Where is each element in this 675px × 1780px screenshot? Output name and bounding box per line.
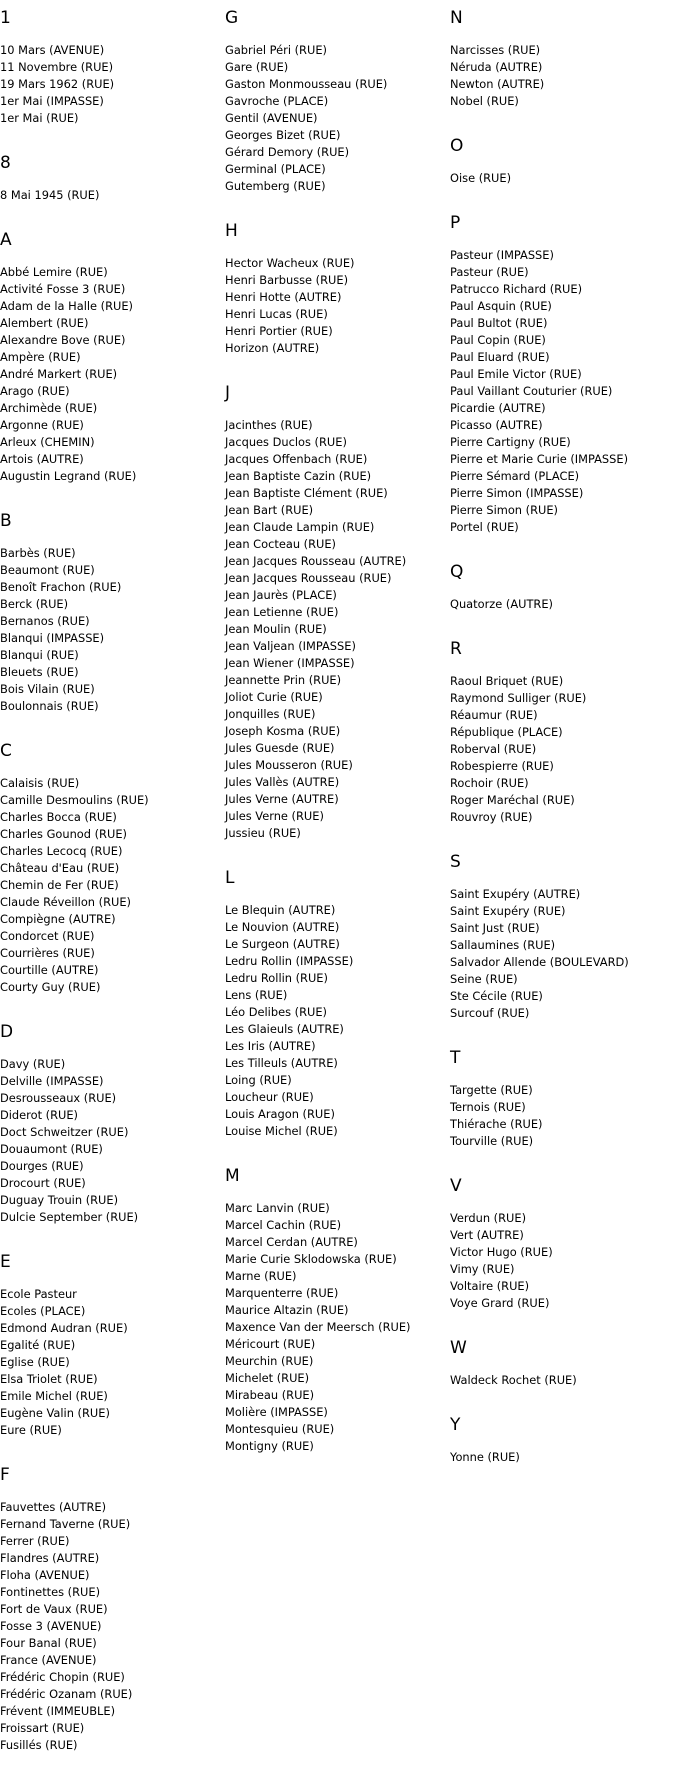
street-name: Activité Fosse 3 (RUE) (0, 282, 126, 296)
street-name: Portel (RUE) (450, 520, 519, 534)
section-letter-heading: R (450, 639, 462, 659)
street-name: République (PLACE) (450, 725, 563, 739)
street-name: Marc Lanvin (RUE) (225, 1201, 330, 1215)
street-name: 8 Mai 1945 (RUE) (0, 188, 100, 202)
section-letter-heading: J (225, 383, 231, 403)
street-name: Frévent (IMMEUBLE) (0, 1704, 116, 1718)
street-name: Le Surgeon (AUTRE) (225, 937, 340, 951)
street-list (450, 170, 672, 187)
street-name: Marcel Cerdan (AUTRE) (225, 1235, 358, 1249)
street-list (450, 1082, 672, 1150)
letter-section (0, 153, 222, 204)
street-name: Sallaumines (RUE) (450, 938, 556, 952)
street-name: Néruda (AUTRE) (450, 60, 543, 74)
section-letter-heading: E (0, 1252, 11, 1272)
street-name: Henri Lucas (RUE) (225, 307, 328, 321)
street-name: Pierre et Marie Curie (IMPASSE) (450, 452, 629, 466)
letter-section (0, 1465, 222, 1754)
street-name: Les Iris (AUTRE) (225, 1039, 316, 1053)
street-name: Henri Hotte (AUTRE) (225, 290, 342, 304)
street-name: Edmond Audran (RUE) (0, 1321, 128, 1335)
street-name: Jean Valjean (IMPASSE) (225, 639, 356, 653)
street-name: Charles Bocca (RUE) (0, 810, 117, 824)
street-name: Alembert (RUE) (0, 316, 89, 330)
letter-section (225, 1166, 447, 1455)
street-name: Jacques Duclos (RUE) (225, 435, 347, 449)
street-list (450, 1210, 672, 1312)
street-name: Gabriel Péri (RUE) (225, 43, 327, 57)
street-name: Saint Exupéry (AUTRE) (450, 887, 581, 901)
street-name: 19 Mars 1962 (RUE) (0, 77, 115, 91)
section-letter-heading: Y (450, 1415, 461, 1435)
street-name: Courrières (RUE) (0, 946, 95, 960)
street-name: Joseph Kosma (RUE) (225, 724, 341, 738)
street-name: Ecoles (PLACE) (0, 1304, 86, 1318)
street-name: Saint Exupéry (RUE) (450, 904, 566, 918)
street-name: Molière (IMPASSE) (225, 1405, 328, 1419)
street-name: Camille Desmoulins (RUE) (0, 793, 149, 807)
street-name: Newton (AUTRE) (450, 77, 545, 91)
street-name: Benoît Frachon (RUE) (0, 580, 122, 594)
section-letter-heading: B (0, 511, 12, 531)
street-list (225, 255, 447, 357)
street-index-column-3 (450, 8, 672, 1492)
street-name: Claude Réveillon (RUE) (0, 895, 131, 909)
street-name: Drocourt (RUE) (0, 1176, 86, 1190)
street-name: Jean Jacques Rousseau (AUTRE) (225, 554, 407, 568)
street-name: Marquenterre (RUE) (225, 1286, 339, 1300)
street-name: Lens (RUE) (225, 988, 288, 1002)
street-name: Boulonnais (RUE) (0, 699, 99, 713)
street-name: Loing (RUE) (225, 1073, 292, 1087)
street-name: Seine (RUE) (450, 972, 518, 986)
street-name: Fort de Vaux (RUE) (0, 1602, 108, 1616)
street-name: Flandres (AUTRE) (0, 1551, 100, 1565)
street-list (0, 1056, 222, 1226)
street-name: Abbé Lemire (RUE) (0, 265, 108, 279)
street-name: Surcouf (RUE) (450, 1006, 530, 1020)
street-name: Meurchin (RUE) (225, 1354, 314, 1368)
section-letter-heading: Q (450, 562, 464, 582)
street-name: France (AVENUE) (0, 1653, 97, 1667)
section-letter-heading: 1 (0, 8, 11, 28)
street-name: Maxence Van der Meersch (RUE) (225, 1320, 411, 1334)
street-name: Jean Letienne (RUE) (225, 605, 339, 619)
letter-section (225, 221, 447, 357)
street-name: Ledru Rollin (IMPASSE) (225, 954, 354, 968)
street-name: Louis Aragon (RUE) (225, 1107, 335, 1121)
street-name: Gentil (AVENUE) (225, 111, 318, 125)
section-letter-heading: L (225, 868, 235, 888)
street-name: Froissart (RUE) (0, 1721, 85, 1735)
street-name: Marcel Cachin (RUE) (225, 1218, 342, 1232)
street-name: Adam de la Halle (RUE) (0, 299, 133, 313)
letter-section (0, 1252, 222, 1439)
letter-section (450, 8, 672, 110)
street-name: Thiérache (RUE) (450, 1117, 543, 1131)
street-name: Saint Just (RUE) (450, 921, 540, 935)
street-name: Dulcie September (RUE) (0, 1210, 139, 1224)
street-list (225, 1200, 447, 1455)
street-name: Tourville (RUE) (450, 1134, 534, 1148)
street-name: Vimy (RUE) (450, 1262, 515, 1276)
street-name: Paul Copin (RUE) (450, 333, 546, 347)
street-name: Château d'Eau (RUE) (0, 861, 120, 875)
street-name: Nobel (RUE) (450, 94, 519, 108)
street-name: 10 Mars (AVENUE) (0, 43, 105, 57)
street-name: Douaumont (RUE) (0, 1142, 103, 1156)
street-name: Germinal (PLACE) (225, 162, 326, 176)
street-name: Duguay Trouin (RUE) (0, 1193, 119, 1207)
street-list (0, 545, 222, 715)
street-name: Jacinthes (RUE) (225, 418, 313, 432)
street-name: Patrucco Richard (RUE) (450, 282, 583, 296)
street-name: Rouvroy (RUE) (450, 810, 533, 824)
street-list (225, 42, 447, 195)
letter-section (450, 1415, 672, 1466)
street-name: Jean Bart (RUE) (225, 503, 314, 517)
street-name: Jules Guesde (RUE) (225, 741, 335, 755)
street-name: Jean Wiener (IMPASSE) (225, 656, 355, 670)
street-name: Voye Grard (RUE) (450, 1296, 550, 1310)
street-name: Ampère (RUE) (0, 350, 81, 364)
letter-section (0, 511, 222, 715)
street-name: Jean Baptiste Clément (RUE) (225, 486, 388, 500)
street-name: Fontinettes (RUE) (0, 1585, 101, 1599)
section-letter-heading: T (450, 1048, 461, 1068)
street-name: Roberval (RUE) (450, 742, 537, 756)
street-list (225, 902, 447, 1140)
street-name: Chemin de Fer (RUE) (0, 878, 119, 892)
street-list (0, 187, 222, 204)
street-name: Paul Emile Victor (RUE) (450, 367, 582, 381)
street-name: Doct Schweitzer (RUE) (0, 1125, 129, 1139)
street-name: Le Blequin (AUTRE) (225, 903, 336, 917)
street-name: Yonne (RUE) (450, 1450, 520, 1464)
street-name: Bernanos (RUE) (0, 614, 90, 628)
street-name: Arleux (CHEMIN) (0, 435, 95, 449)
street-name: Diderot (RUE) (0, 1108, 78, 1122)
section-letter-heading: W (450, 1338, 467, 1358)
letter-section (450, 1176, 672, 1312)
street-name: Condorcet (RUE) (0, 929, 95, 943)
section-letter-heading: M (225, 1166, 240, 1186)
street-name: Henri Barbusse (RUE) (225, 273, 349, 287)
street-name: Jussieu (RUE) (225, 826, 301, 840)
street-name: Montigny (RUE) (225, 1439, 314, 1453)
street-name: Beaumont (RUE) (0, 563, 95, 577)
street-name: Ste Cécile (RUE) (450, 989, 543, 1003)
street-name: Les Tilleuls (AUTRE) (225, 1056, 338, 1070)
street-name: Berck (RUE) (0, 597, 69, 611)
street-list (0, 42, 222, 127)
street-name: Robespierre (RUE) (450, 759, 554, 773)
section-letter-heading: H (225, 221, 238, 241)
street-name: Paul Eluard (RUE) (450, 350, 550, 364)
street-name: Blanqui (IMPASSE) (0, 631, 105, 645)
section-letter-heading: D (0, 1022, 14, 1042)
street-name: Montesquieu (RUE) (225, 1422, 335, 1436)
street-name: Maurice Altazin (RUE) (225, 1303, 349, 1317)
street-name: Jules Verne (RUE) (225, 809, 324, 823)
street-name: Quatorze (AUTRE) (450, 597, 553, 611)
letter-section (0, 230, 222, 485)
street-name: Salvador Allende (BOULEVARD) (450, 955, 629, 969)
street-list (0, 775, 222, 996)
street-name: Barbès (RUE) (0, 546, 76, 560)
street-name: Mirabeau (RUE) (225, 1388, 315, 1402)
street-name: Hector Wacheux (RUE) (225, 256, 355, 270)
street-name: Le Nouvion (AUTRE) (225, 920, 340, 934)
section-letter-heading: G (225, 8, 239, 28)
street-name: Marne (RUE) (225, 1269, 297, 1283)
street-name: 1er Mai (RUE) (0, 111, 79, 125)
section-letter-heading: V (450, 1176, 462, 1196)
section-letter-heading: 8 (0, 153, 11, 173)
street-name: Pierre Sémard (PLACE) (450, 469, 580, 483)
street-name: Elsa Triolet (RUE) (0, 1372, 98, 1386)
street-name: Pasteur (RUE) (450, 265, 529, 279)
street-list (0, 1499, 222, 1754)
street-name: Ternois (RUE) (450, 1100, 526, 1114)
street-name: Egalité (RUE) (0, 1338, 76, 1352)
street-name: Charles Gounod (RUE) (0, 827, 127, 841)
street-name: Narcisses (RUE) (450, 43, 541, 57)
street-name: Jean Cocteau (RUE) (225, 537, 337, 551)
street-name: Waldeck Rochet (RUE) (450, 1373, 577, 1387)
section-letter-heading: A (0, 230, 12, 250)
street-name: Four Banal (RUE) (0, 1636, 97, 1650)
street-name: Archimède (RUE) (0, 401, 98, 415)
section-letter-heading: F (0, 1465, 10, 1485)
letter-section (450, 136, 672, 187)
street-list (450, 1372, 672, 1389)
street-name: Fosse 3 (AVENUE) (0, 1619, 102, 1633)
street-name: Dourges (RUE) (0, 1159, 84, 1173)
street-name: Vert (AUTRE) (450, 1228, 524, 1242)
street-name: Frédéric Chopin (RUE) (0, 1670, 125, 1684)
street-name: Jean Jacques Rousseau (RUE) (225, 571, 392, 585)
street-name: Marie Curie Sklodowska (RUE) (225, 1252, 397, 1266)
street-name: Davy (RUE) (0, 1057, 66, 1071)
street-name: Méricourt (RUE) (225, 1337, 316, 1351)
street-name: Frédéric Ozanam (RUE) (0, 1687, 133, 1701)
street-name: Pierre Simon (RUE) (450, 503, 558, 517)
street-name: Jules Mousseron (RUE) (225, 758, 353, 772)
street-name: Jeannette Prin (RUE) (225, 673, 342, 687)
street-name: Victor Hugo (RUE) (450, 1245, 553, 1259)
street-name: Louise Michel (RUE) (225, 1124, 338, 1138)
street-list (225, 417, 447, 842)
street-name: Delville (IMPASSE) (0, 1074, 104, 1088)
street-name: Voltaire (RUE) (450, 1279, 530, 1293)
street-name: Arago (RUE) (0, 384, 70, 398)
letter-section (450, 562, 672, 613)
street-name: Courtille (AUTRE) (0, 963, 99, 977)
street-name: Eure (RUE) (0, 1423, 62, 1437)
letter-section (450, 1048, 672, 1150)
street-name: Gare (RUE) (225, 60, 289, 74)
street-name: Jean Moulin (RUE) (225, 622, 327, 636)
letter-section (0, 741, 222, 996)
street-name: Rochoir (RUE) (450, 776, 529, 790)
street-name: Réaumur (RUE) (450, 708, 538, 722)
street-name: Bleuets (RUE) (0, 665, 79, 679)
street-index-column-2 (225, 8, 447, 1481)
street-name: Pierre Simon (IMPASSE) (450, 486, 584, 500)
street-name: Artois (AUTRE) (0, 452, 84, 466)
street-name: Ecole Pasteur (0, 1287, 77, 1301)
street-name: Horizon (AUTRE) (225, 341, 320, 355)
section-letter-heading: P (450, 213, 461, 233)
street-name: Eugène Valin (RUE) (0, 1406, 110, 1420)
street-name: Fernand Taverne (RUE) (0, 1517, 131, 1531)
street-list (450, 247, 672, 536)
street-list (450, 596, 672, 613)
street-list (450, 673, 672, 826)
street-name: Paul Bultot (RUE) (450, 316, 548, 330)
street-name: Gavroche (PLACE) (225, 94, 329, 108)
street-name: Blanqui (RUE) (0, 648, 79, 662)
street-name: Compiègne (AUTRE) (0, 912, 116, 926)
street-name: Ferrer (RUE) (0, 1534, 70, 1548)
street-name: Emile Michel (RUE) (0, 1389, 108, 1403)
street-name: Argonne (RUE) (0, 418, 84, 432)
section-letter-heading: O (450, 136, 464, 156)
street-name: Gaston Monmousseau (RUE) (225, 77, 388, 91)
street-name: Pierre Cartigny (RUE) (450, 435, 571, 449)
street-name: Raoul Briquet (RUE) (450, 674, 564, 688)
street-name: Fusillés (RUE) (0, 1738, 78, 1752)
street-name: 1er Mai (IMPASSE) (0, 94, 104, 108)
street-name: Jean Jaurès (PLACE) (225, 588, 337, 602)
street-name: Jules Vallès (AUTRE) (225, 775, 340, 789)
street-name: Raymond Sulliger (RUE) (450, 691, 587, 705)
street-name: 11 Novembre (RUE) (0, 60, 114, 74)
street-name: Loucheur (RUE) (225, 1090, 314, 1104)
street-name: Les Glaieuls (AUTRE) (225, 1022, 344, 1036)
street-name: Bois Vilain (RUE) (0, 682, 95, 696)
street-list (0, 1286, 222, 1439)
street-name: Ledru Rollin (RUE) (225, 971, 328, 985)
street-name: Calaisis (RUE) (0, 776, 80, 790)
letter-section (225, 868, 447, 1140)
street-name: Jean Baptiste Cazin (RUE) (225, 469, 372, 483)
street-name: Desrousseaux (RUE) (0, 1091, 117, 1105)
letter-section (450, 1338, 672, 1389)
street-name: Alexandre Bove (RUE) (0, 333, 126, 347)
street-name: Gérard Demory (RUE) (225, 145, 350, 159)
street-index-column-1 (0, 8, 222, 1780)
street-list (0, 264, 222, 485)
section-letter-heading: S (450, 852, 461, 872)
letter-section (0, 8, 222, 127)
street-name: Picasso (AUTRE) (450, 418, 543, 432)
letter-section (450, 852, 672, 1022)
street-list (450, 1449, 672, 1466)
street-name: Floha (AVENUE) (0, 1568, 90, 1582)
street-name: Verdun (RUE) (450, 1211, 527, 1225)
street-name: Oise (RUE) (450, 171, 512, 185)
section-letter-heading: C (0, 741, 12, 761)
street-name: Jacques Offenbach (RUE) (225, 452, 368, 466)
letter-section (450, 213, 672, 536)
street-name: Michelet (RUE) (225, 1371, 310, 1385)
street-name: Henri Portier (RUE) (225, 324, 333, 338)
street-name: Jonquilles (RUE) (225, 707, 316, 721)
letter-section (225, 383, 447, 842)
letter-section (225, 8, 447, 195)
street-name: Courty Guy (RUE) (0, 980, 101, 994)
street-name: Roger Maréchal (RUE) (450, 793, 575, 807)
street-name: Picardie (AUTRE) (450, 401, 546, 415)
street-name: Gutemberg (RUE) (225, 179, 326, 193)
street-name: Georges Bizet (RUE) (225, 128, 341, 142)
street-name: Fauvettes (AUTRE) (0, 1500, 107, 1514)
street-name: Paul Asquin (RUE) (450, 299, 552, 313)
street-list (450, 42, 672, 110)
street-name: Paul Vaillant Couturier (RUE) (450, 384, 613, 398)
letter-section (0, 1022, 222, 1226)
street-name: Eglise (RUE) (0, 1355, 70, 1369)
street-name: Pasteur (IMPASSE) (450, 248, 554, 262)
street-name: Augustin Legrand (RUE) (0, 469, 137, 483)
street-name: Jean Claude Lampin (RUE) (225, 520, 375, 534)
street-name: Targette (RUE) (450, 1083, 533, 1097)
street-list (450, 886, 672, 1022)
street-name: Léo Delibes (RUE) (225, 1005, 327, 1019)
street-name: Charles Lecocq (RUE) (0, 844, 123, 858)
street-name: Joliot Curie (RUE) (225, 690, 323, 704)
street-name: Jules Verne (AUTRE) (225, 792, 339, 806)
section-letter-heading: N (450, 8, 463, 28)
letter-section (450, 639, 672, 826)
street-name: André Markert (RUE) (0, 367, 118, 381)
